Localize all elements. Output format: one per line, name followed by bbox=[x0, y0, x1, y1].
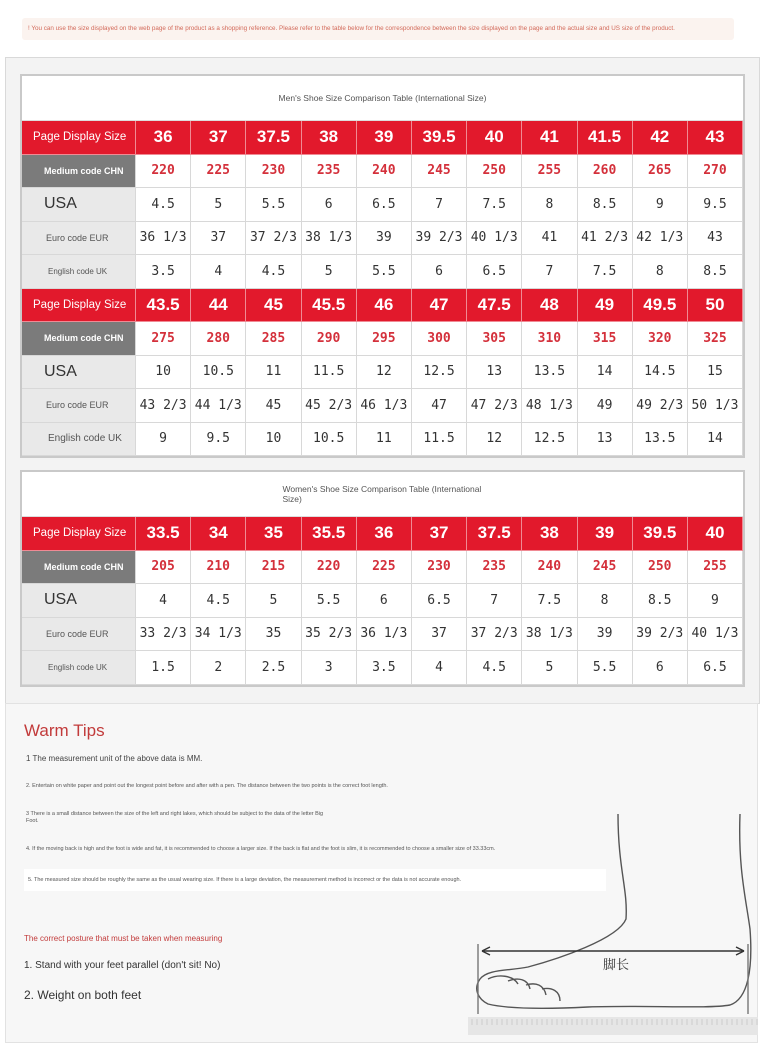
womens-size-table bbox=[20, 470, 745, 687]
womens-table-title bbox=[22, 472, 743, 517]
medium-code-chn-cell: 315 bbox=[578, 322, 633, 356]
medium-code-chn-cell: 265 bbox=[633, 155, 688, 189]
usa-cell: 14.5 bbox=[633, 356, 688, 390]
english-code-uk-cell: 5.5 bbox=[578, 651, 633, 685]
medium-code-chn-cell: 230 bbox=[246, 155, 301, 189]
warm-tips-title: Warm Tips bbox=[24, 721, 105, 740]
euro-code-eur-cell: 40 1/3 bbox=[688, 618, 743, 652]
euro-code-eur-cell: 35 2/3 bbox=[302, 618, 357, 652]
english-code-uk-cell: 5 bbox=[302, 255, 357, 289]
medium-code-chn-label: Medium code CHN bbox=[22, 155, 136, 189]
usa-cell: 12.5 bbox=[412, 356, 467, 390]
euro-code-eur-cell: 39 bbox=[578, 618, 633, 652]
page-display-size-cell: 39.5 bbox=[633, 517, 688, 551]
medium-code-chn-label: Medium code CHN bbox=[22, 322, 136, 356]
english-code-uk-cell: 3.5 bbox=[357, 651, 412, 685]
english-code-uk-row bbox=[22, 255, 743, 289]
english-code-uk-cell: 6.5 bbox=[688, 651, 743, 685]
euro-code-eur-cell: 33 2/3 bbox=[136, 618, 191, 652]
page-display-size-cell: 39 bbox=[578, 517, 633, 551]
medium-code-chn-cell: 295 bbox=[357, 322, 412, 356]
euro-code-eur-cell: 37 2/3 bbox=[467, 618, 522, 652]
tip-5: 5. The measured size should be roughly the same as the usual wearing size. If there is a large deviation, the measurement method is incorrect or the data is not accurate enough. bbox=[24, 869, 606, 891]
page-display-size-cell: 33.5 bbox=[136, 517, 191, 551]
page-display-size-cell: 43.5 bbox=[136, 289, 191, 323]
foot-length-label: 脚长 bbox=[603, 958, 630, 973]
warm-tips-section bbox=[5, 703, 758, 1043]
euro-code-eur-cell: 50 1/3 bbox=[688, 389, 743, 423]
medium-code-chn-cell: 240 bbox=[357, 155, 412, 189]
usa-cell: 6 bbox=[302, 188, 357, 222]
medium-code-chn-cell: 215 bbox=[246, 551, 301, 585]
english-code-uk-cell: 10 bbox=[246, 423, 301, 457]
euro-code-eur-cell: 48 1/3 bbox=[522, 389, 577, 423]
euro-code-eur-cell: 44 1/3 bbox=[191, 389, 246, 423]
euro-code-eur-cell: 46 1/3 bbox=[357, 389, 412, 423]
usa-cell: 7.5 bbox=[467, 188, 522, 222]
euro-code-eur-cell: 42 1/3 bbox=[633, 222, 688, 256]
english-code-uk-cell: 4 bbox=[412, 651, 467, 685]
usa-cell: 12 bbox=[357, 356, 412, 390]
english-code-uk-cell: 5.5 bbox=[357, 255, 412, 289]
page-display-size-cell: 43 bbox=[688, 121, 743, 155]
medium-code-chn-cell: 245 bbox=[412, 155, 467, 189]
usa-cell: 8.5 bbox=[633, 584, 688, 618]
medium-code-chn-cell: 280 bbox=[191, 322, 246, 356]
euro-code-eur-cell: 47 2/3 bbox=[467, 389, 522, 423]
english-code-uk-cell: 6.5 bbox=[467, 255, 522, 289]
page-display-size-cell: 35 bbox=[246, 517, 301, 551]
page-display-size-row bbox=[22, 121, 743, 155]
usa-cell: 15 bbox=[688, 356, 743, 390]
usa-cell: 13 bbox=[467, 356, 522, 390]
usa-cell: 10 bbox=[136, 356, 191, 390]
usa-cell: 5.5 bbox=[246, 188, 301, 222]
euro-code-eur-cell: 43 2/3 bbox=[136, 389, 191, 423]
page-display-size-cell: 39.5 bbox=[412, 121, 467, 155]
usa-row bbox=[22, 356, 743, 390]
english-code-uk-cell: 6 bbox=[412, 255, 467, 289]
page-display-size-cell: 35.5 bbox=[302, 517, 357, 551]
medium-code-chn-cell: 320 bbox=[633, 322, 688, 356]
foot-measurement-illustration bbox=[468, 809, 758, 1039]
page-display-size-label: Page Display Size bbox=[22, 121, 136, 155]
usa-cell: 6.5 bbox=[357, 188, 412, 222]
euro-code-eur-cell: 39 2/3 bbox=[412, 222, 467, 256]
euro-code-eur-cell: 35 bbox=[246, 618, 301, 652]
usa-cell: 4 bbox=[136, 584, 191, 618]
euro-code-eur-cell: 36 1/3 bbox=[136, 222, 191, 256]
euro-code-eur-label: Euro code EUR bbox=[22, 222, 136, 256]
english-code-uk-cell: 12.5 bbox=[522, 423, 577, 457]
medium-code-chn-cell: 220 bbox=[302, 551, 357, 585]
euro-code-eur-row bbox=[22, 389, 743, 423]
tip-1: 1 The measurement unit of the above data is MM. bbox=[26, 754, 203, 763]
page-display-size-cell: 47 bbox=[412, 289, 467, 323]
medium-code-chn-cell: 250 bbox=[633, 551, 688, 585]
euro-code-eur-label: Euro code EUR bbox=[22, 389, 136, 423]
medium-code-chn-cell: 220 bbox=[136, 155, 191, 189]
page-display-size-cell: 45 bbox=[246, 289, 301, 323]
english-code-uk-label: English code UK bbox=[22, 423, 136, 457]
euro-code-eur-cell: 37 bbox=[412, 618, 467, 652]
euro-code-eur-row bbox=[22, 222, 743, 256]
medium-code-chn-cell: 255 bbox=[688, 551, 743, 585]
medium-code-chn-cell: 230 bbox=[412, 551, 467, 585]
medium-code-chn-cell: 205 bbox=[136, 551, 191, 585]
page-display-size-cell: 37 bbox=[412, 517, 467, 551]
english-code-uk-cell: 14 bbox=[688, 423, 743, 457]
usa-cell: 5 bbox=[246, 584, 301, 618]
page-display-size-cell: 49 bbox=[578, 289, 633, 323]
medium-code-chn-row bbox=[22, 551, 743, 585]
euro-code-eur-cell: 38 1/3 bbox=[522, 618, 577, 652]
medium-code-chn-cell: 210 bbox=[191, 551, 246, 585]
english-code-uk-cell: 13 bbox=[578, 423, 633, 457]
page-display-size-cell: 44 bbox=[191, 289, 246, 323]
usa-label: USA bbox=[22, 584, 136, 618]
usa-label: USA bbox=[22, 188, 136, 222]
page-display-size-cell: 49.5 bbox=[633, 289, 688, 323]
english-code-uk-cell: 9 bbox=[136, 423, 191, 457]
usa-cell: 7 bbox=[412, 188, 467, 222]
medium-code-chn-cell: 250 bbox=[467, 155, 522, 189]
english-code-uk-cell: 8 bbox=[633, 255, 688, 289]
medium-code-chn-label: Medium code CHN bbox=[22, 551, 136, 585]
euro-code-eur-cell: 47 bbox=[412, 389, 467, 423]
mens-size-table bbox=[20, 74, 745, 458]
page-display-size-cell: 36 bbox=[136, 121, 191, 155]
english-code-uk-label: English code UK bbox=[22, 255, 136, 289]
page-display-size-cell: 37 bbox=[191, 121, 246, 155]
medium-code-chn-cell: 285 bbox=[246, 322, 301, 356]
euro-code-eur-cell: 41 bbox=[522, 222, 577, 256]
page-display-size-cell: 40 bbox=[688, 517, 743, 551]
euro-code-eur-label: Euro code EUR bbox=[22, 618, 136, 652]
euro-code-eur-cell: 38 1/3 bbox=[302, 222, 357, 256]
page-display-size-cell: 41 bbox=[522, 121, 577, 155]
medium-code-chn-row bbox=[22, 155, 743, 189]
page-display-size-cell: 42 bbox=[633, 121, 688, 155]
page-display-size-cell: 37.5 bbox=[467, 517, 522, 551]
usa-cell: 8.5 bbox=[578, 188, 633, 222]
medium-code-chn-cell: 225 bbox=[191, 155, 246, 189]
page-display-size-cell: 38 bbox=[302, 121, 357, 155]
tip-3: 3 There is a small distance between the size of the left and right lakes, which should be subject to the data of the letter Big Foot. bbox=[26, 811, 324, 824]
page-display-size-cell: 48 bbox=[522, 289, 577, 323]
posture-title: The correct posture that must be taken when measuring bbox=[24, 934, 223, 943]
page-display-size-cell: 39 bbox=[357, 121, 412, 155]
tip-2: 2. Entertain on white paper and point out the longest point before and after with a pen. The distance between the two points is the correct foot length. bbox=[26, 783, 388, 789]
usa-cell: 9 bbox=[688, 584, 743, 618]
size-tables-panel bbox=[5, 57, 760, 704]
usa-cell: 8 bbox=[578, 584, 633, 618]
page-display-size-cell: 45.5 bbox=[302, 289, 357, 323]
english-code-uk-cell: 2 bbox=[191, 651, 246, 685]
page-display-size-cell: 40 bbox=[467, 121, 522, 155]
page-display-size-cell: 50 bbox=[688, 289, 743, 323]
page-display-size-cell: 36 bbox=[357, 517, 412, 551]
usa-cell: 10.5 bbox=[191, 356, 246, 390]
medium-code-chn-cell: 310 bbox=[522, 322, 577, 356]
page-display-size-cell: 41.5 bbox=[578, 121, 633, 155]
page-display-size-cell: 38 bbox=[522, 517, 577, 551]
english-code-uk-cell: 12 bbox=[467, 423, 522, 457]
english-code-uk-cell: 10.5 bbox=[302, 423, 357, 457]
euro-code-eur-cell: 37 2/3 bbox=[246, 222, 301, 256]
usa-cell: 7 bbox=[467, 584, 522, 618]
usa-cell: 8 bbox=[522, 188, 577, 222]
english-code-uk-cell: 11 bbox=[357, 423, 412, 457]
english-code-uk-cell: 8.5 bbox=[688, 255, 743, 289]
page-display-size-label: Page Display Size bbox=[22, 517, 136, 551]
english-code-uk-cell: 5 bbox=[522, 651, 577, 685]
page-display-size-label: Page Display Size bbox=[22, 289, 136, 323]
usa-cell: 4.5 bbox=[191, 584, 246, 618]
medium-code-chn-cell: 225 bbox=[357, 551, 412, 585]
usa-cell: 13.5 bbox=[522, 356, 577, 390]
usa-cell: 7.5 bbox=[522, 584, 577, 618]
euro-code-eur-cell: 49 bbox=[578, 389, 633, 423]
size-reference-notice: ! You can use the size displayed on the web page of the product as a shopping reference. Please refer to the table below for the correspondence between the size displayed on the page and the actual size and US size of the product. bbox=[22, 18, 734, 40]
medium-code-chn-row bbox=[22, 322, 743, 356]
euro-code-eur-cell: 45 2/3 bbox=[302, 389, 357, 423]
english-code-uk-cell: 1.5 bbox=[136, 651, 191, 685]
euro-code-eur-cell: 39 2/3 bbox=[633, 618, 688, 652]
usa-cell: 4.5 bbox=[136, 188, 191, 222]
usa-cell: 11 bbox=[246, 356, 301, 390]
usa-cell: 11.5 bbox=[302, 356, 357, 390]
english-code-uk-label: English code UK bbox=[22, 651, 136, 685]
usa-cell: 5.5 bbox=[302, 584, 357, 618]
medium-code-chn-cell: 260 bbox=[578, 155, 633, 189]
usa-cell: 6.5 bbox=[412, 584, 467, 618]
english-code-uk-cell: 6 bbox=[633, 651, 688, 685]
usa-cell: 6 bbox=[357, 584, 412, 618]
womens-table-title-text: Women's Shoe Size Comparison Table (International Size) bbox=[282, 484, 482, 504]
usa-cell: 9.5 bbox=[688, 188, 743, 222]
usa-row bbox=[22, 584, 743, 618]
medium-code-chn-cell: 290 bbox=[302, 322, 357, 356]
medium-code-chn-cell: 325 bbox=[688, 322, 743, 356]
page-display-size-cell: 34 bbox=[191, 517, 246, 551]
medium-code-chn-cell: 235 bbox=[467, 551, 522, 585]
page-display-size-cell: 46 bbox=[357, 289, 412, 323]
euro-code-eur-cell: 39 bbox=[357, 222, 412, 256]
medium-code-chn-cell: 255 bbox=[522, 155, 577, 189]
euro-code-eur-cell: 45 bbox=[246, 389, 301, 423]
usa-label: USA bbox=[22, 356, 136, 390]
euro-code-eur-cell: 41 2/3 bbox=[578, 222, 633, 256]
english-code-uk-cell: 11.5 bbox=[412, 423, 467, 457]
euro-code-eur-cell: 43 bbox=[688, 222, 743, 256]
euro-code-eur-cell: 34 1/3 bbox=[191, 618, 246, 652]
euro-code-eur-cell: 49 2/3 bbox=[633, 389, 688, 423]
page-display-size-cell: 37.5 bbox=[246, 121, 301, 155]
english-code-uk-row bbox=[22, 651, 743, 685]
posture-step-2: 2. Weight on both feet bbox=[24, 988, 142, 1002]
english-code-uk-cell: 7.5 bbox=[578, 255, 633, 289]
page-display-size-cell: 47.5 bbox=[467, 289, 522, 323]
english-code-uk-cell: 13.5 bbox=[633, 423, 688, 457]
tip-4: 4. If the moving back is high and the foot is wide and fat, it is recommended to choose a larger size. If the back is flat and the foot is slim, it is recommended to choose a smaller size of 33.33cm. bbox=[26, 846, 496, 852]
usa-cell: 5 bbox=[191, 188, 246, 222]
english-code-uk-row bbox=[22, 423, 743, 457]
medium-code-chn-cell: 245 bbox=[578, 551, 633, 585]
medium-code-chn-cell: 275 bbox=[136, 322, 191, 356]
english-code-uk-cell: 3.5 bbox=[136, 255, 191, 289]
english-code-uk-cell: 3 bbox=[302, 651, 357, 685]
euro-code-eur-row bbox=[22, 618, 743, 652]
medium-code-chn-cell: 305 bbox=[467, 322, 522, 356]
page-display-size-row bbox=[22, 289, 743, 323]
euro-code-eur-cell: 40 1/3 bbox=[467, 222, 522, 256]
usa-cell: 14 bbox=[578, 356, 633, 390]
english-code-uk-cell: 4.5 bbox=[246, 255, 301, 289]
usa-cell: 9 bbox=[633, 188, 688, 222]
medium-code-chn-cell: 240 bbox=[522, 551, 577, 585]
medium-code-chn-cell: 235 bbox=[302, 155, 357, 189]
english-code-uk-cell: 4 bbox=[191, 255, 246, 289]
medium-code-chn-cell: 270 bbox=[688, 155, 743, 189]
english-code-uk-cell: 4.5 bbox=[467, 651, 522, 685]
medium-code-chn-cell: 300 bbox=[412, 322, 467, 356]
mens-table-title: Men's Shoe Size Comparison Table (International Size) bbox=[22, 76, 743, 121]
posture-step-1: 1. Stand with your feet parallel (don't sit! No) bbox=[24, 960, 221, 971]
page-display-size-row bbox=[22, 517, 743, 551]
usa-row bbox=[22, 188, 743, 222]
english-code-uk-cell: 7 bbox=[522, 255, 577, 289]
euro-code-eur-cell: 37 bbox=[191, 222, 246, 256]
english-code-uk-cell: 2.5 bbox=[246, 651, 301, 685]
euro-code-eur-cell: 36 1/3 bbox=[357, 618, 412, 652]
english-code-uk-cell: 9.5 bbox=[191, 423, 246, 457]
